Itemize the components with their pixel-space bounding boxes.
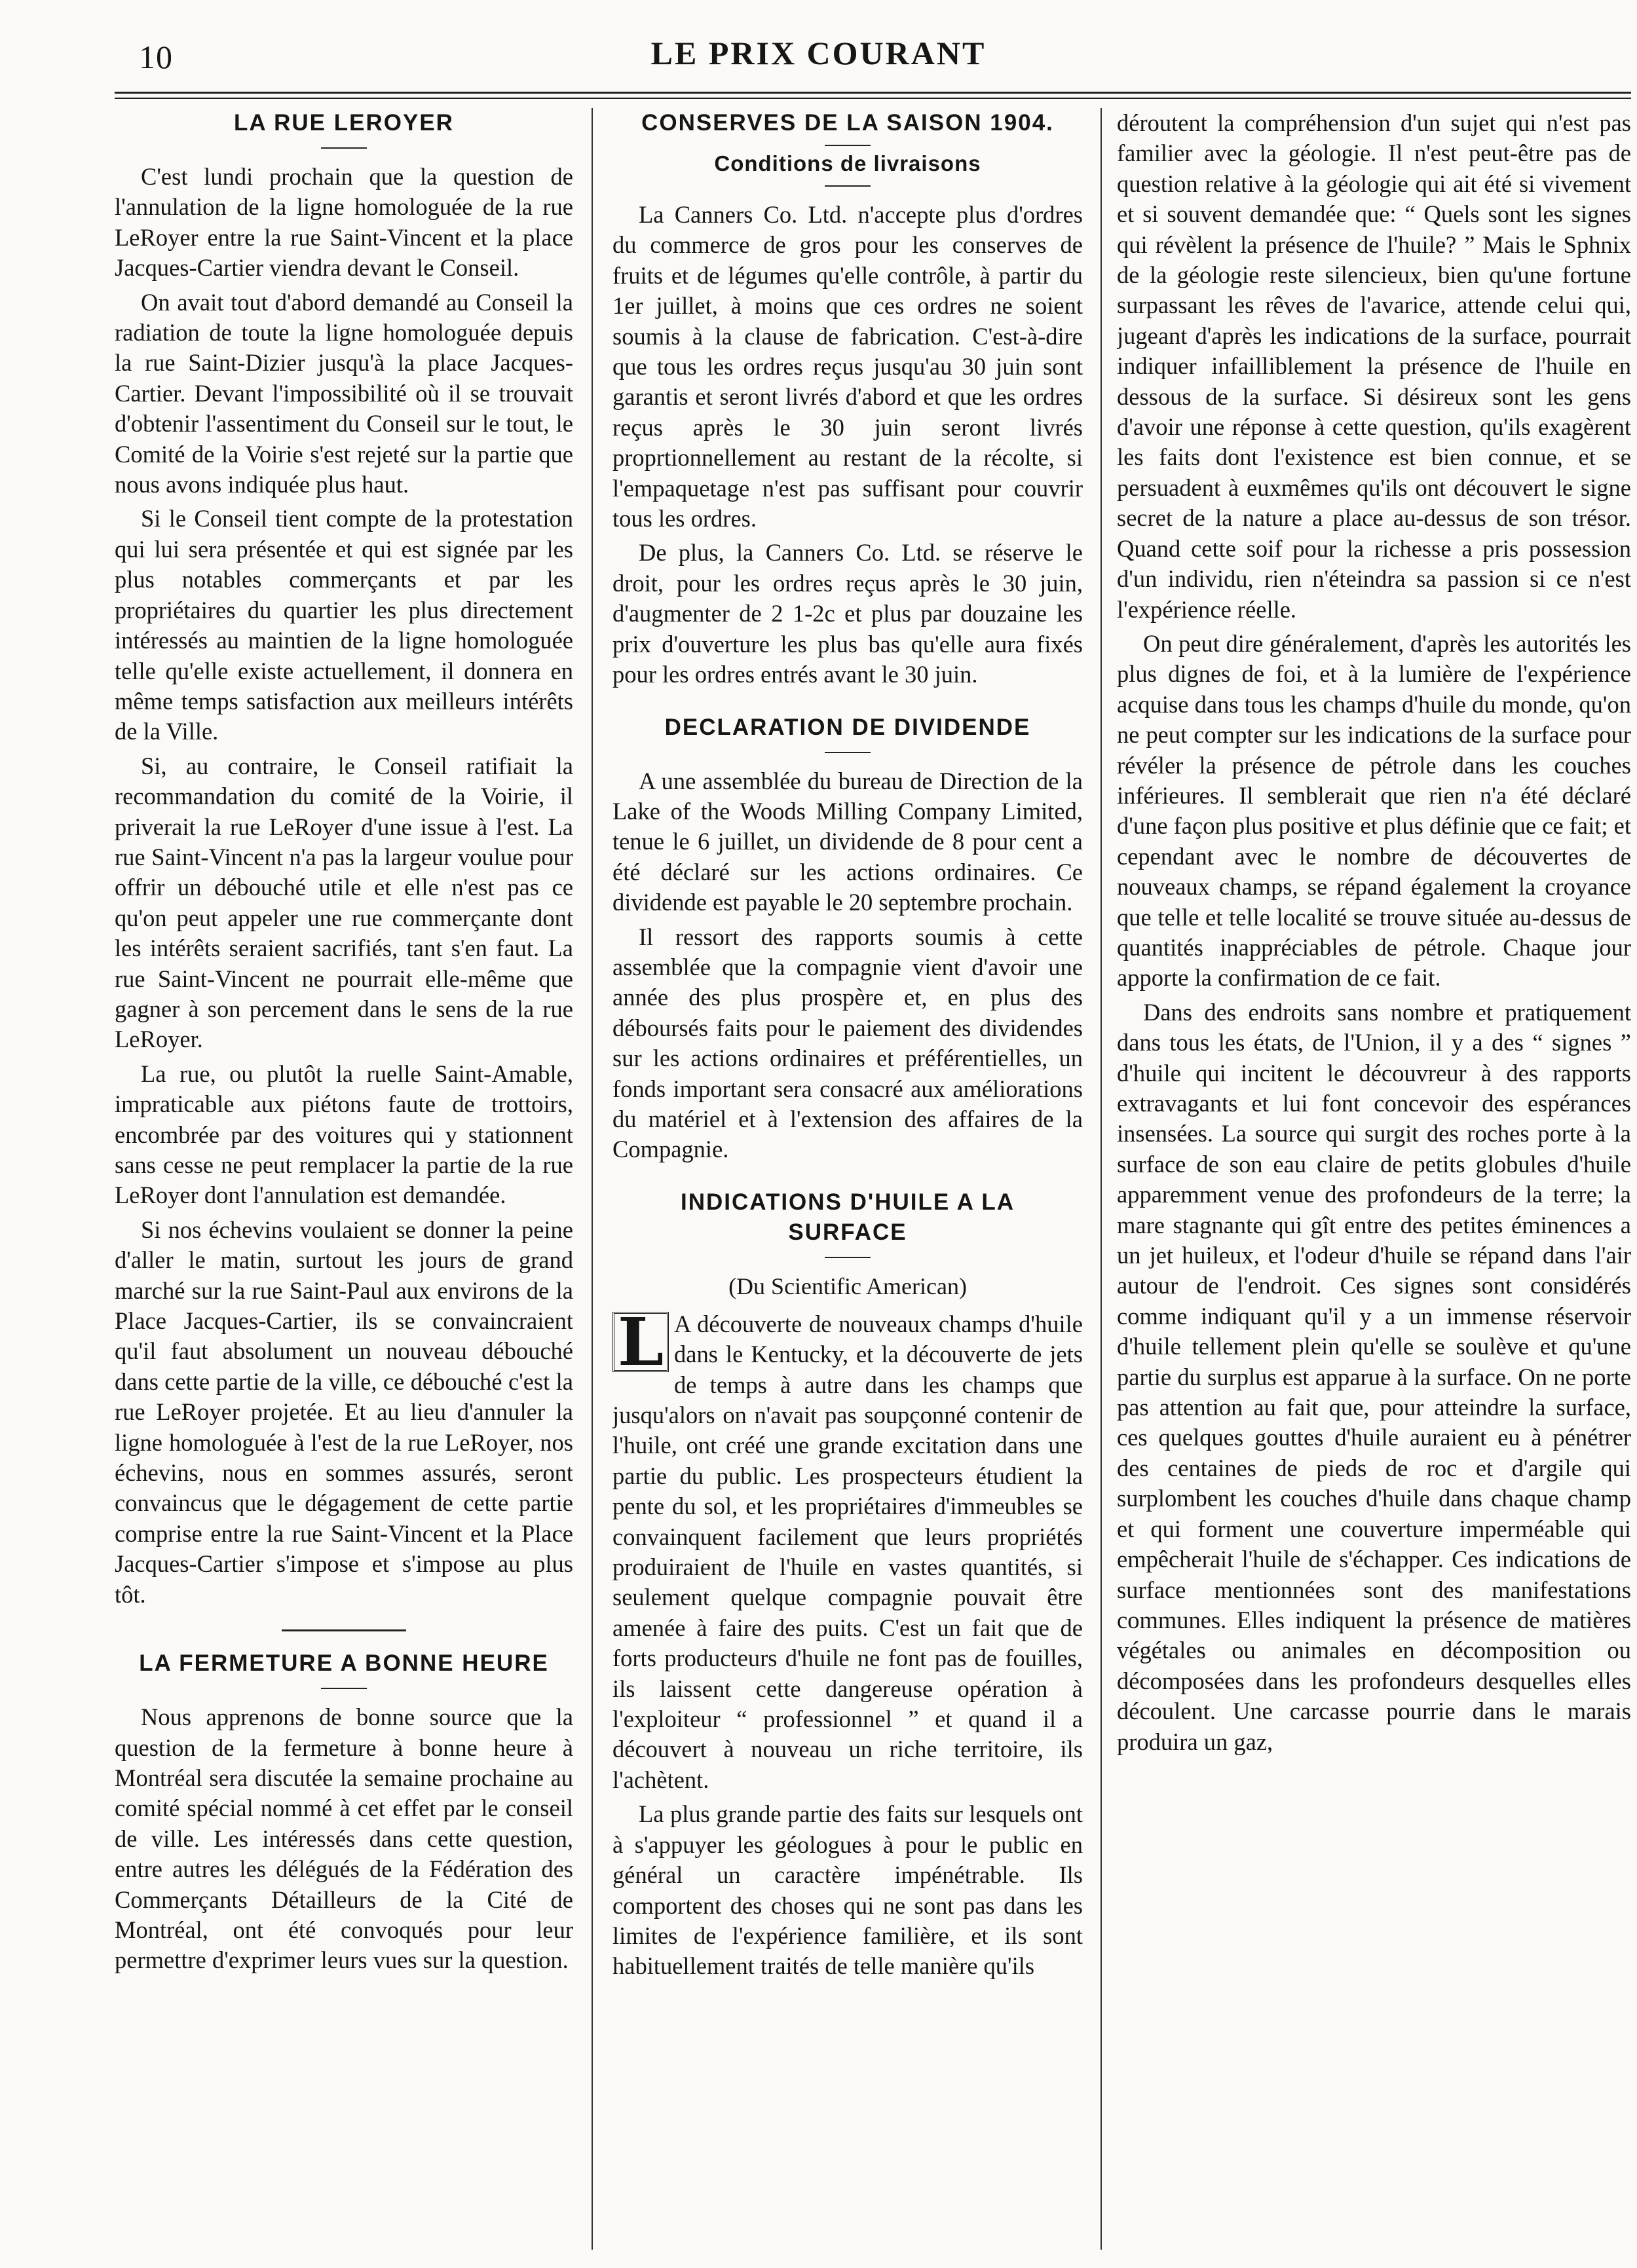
article-subtitle: Conditions de livraisons bbox=[714, 151, 981, 176]
title-rule bbox=[825, 145, 871, 146]
paragraph: Si le Conseil tient compte de la protestation qui lui sera présentée et qui est signée par les plus notables commerçants et par les propriétaires du quartier les plus directement intéressés au maintien de la ligne homologuée telle qu'elle existe actuellement, il donnera en même temps satisfaction aux meilleurs intérêts de la Ville. bbox=[115, 505, 573, 745]
article-title: LA FERMETURE A BONNE HEURE bbox=[139, 1650, 549, 1677]
article-title: LA RUE LEROYER bbox=[234, 110, 454, 136]
paragraph: On avait tout d'abord demandé au Conseil la radiation de toute la ligne homologuée depuis la rue Saint-Dizier jusqu'à la place Jacques-Cartier. Devant l'impossibilité où il se trouvait d'obtenir l'assentiment du Conseil sur le tout, le Comité de la Voirie s'est rejeté sur la partie que nous avons indiquée plus haut. bbox=[115, 288, 573, 498]
dropcap-letter: L bbox=[612, 1312, 669, 1372]
title-rule bbox=[825, 1257, 871, 1258]
header-rule bbox=[115, 92, 1631, 99]
paragraph bbox=[612, 1303, 1083, 1796]
title-rule bbox=[321, 147, 367, 149]
column-1 bbox=[115, 108, 573, 1980]
column-divider bbox=[592, 108, 593, 2250]
section-gap bbox=[612, 694, 1083, 713]
article-leroyer bbox=[115, 108, 573, 1610]
paragraph: De plus, la Canners Co. Ltd. se réserve le droit, pour les ordres reçus après le 30 juin, d'augmenter de 2 1-2c et plus par douzaine les prix d'ouverture les plus bas qu'elle aura fixés pour les ordres entrés avant le 30 juin. bbox=[612, 539, 1083, 688]
section-gap bbox=[612, 1169, 1083, 1187]
paragraph: La rue, ou plutôt la ruelle Saint-Amable, impraticable aux piétons faute de trottoirs, encombrée par des voitures qui y stationnent sans cesse ne peut remplacer la partie de la rue LeRoyer dont l'annulation est demandée. bbox=[115, 1060, 573, 1209]
column-divider bbox=[1101, 108, 1102, 2250]
paragraph: La Canners Co. Ltd. n'accepte plus d'ordres du commerce de gros pour les conserves de fruits et de légumes qu'elle contrôle, à partir du 1er juillet, à moins que ces ordres ne soient soumis à la clause de fabrication. C'est-à-dire que tous les ordres reçus jusqu'au 30 juin sont garantis et seront livrés d'abord et que les ordres reçus après le 30 juin seront livrés proprtionnellement au restant de la récolte, si l'empaquetage n'est pas suffisant pour couvrir tous les ordres. bbox=[612, 201, 1083, 532]
article-huile bbox=[612, 1187, 1083, 1982]
journal-title: LE PRIX COURANT bbox=[650, 35, 987, 71]
paragraph: Si, au contraire, le Conseil ratifiait la recommandation du comité de la Voirie, il priverait la rue LeRoyer d'une issue à l'est. La rue Saint-Vincent n'a pas la largeur voulue pour offrir un débouché utile et elle n'est pas ce qu'on peut appeler une rue commerçante dont les intérêts seraient sacrifiés, tant s'en faut. La rue Saint-Vincent ne pourrait elle-même que gagner à son percement dans le sens de la rue LeRoyer. bbox=[115, 752, 573, 1053]
title-rule bbox=[825, 185, 871, 187]
title-rule bbox=[321, 1688, 367, 1689]
paragraph: C'est lundi prochain que la question de l'annulation de la ligne homologuée de la rue LeRoyer entre la rue Saint-Vincent et la place Jacques-Cartier viendra devant le Conseil. bbox=[115, 163, 573, 282]
paragraph: On peut dire généralement, d'après les autorités les plus dignes de foi, et à la lumière de l'expérience acquise dans tous les champs d'huile du monde, qu'on ne peut compter sur les indications de la surface pour révéler la présence de pétrole dans les couches inférieures. Il semblerait que rien n'a été déclaré d'une façon plus positive et plus définie que ce fait; et cependant avec le nombre de découvertes de nouveaux champs, se répand également la croyance que telle et telle localité se trouve située au-dessus de quantités inappréciables de pétrole. Chaque jour apporte la confirmation de ce fait. bbox=[1117, 629, 1631, 992]
paragraph: Nous apprenons de bonne source que la question de la fermeture à bonne heure à Montréal sera discutée la semaine prochaine au comité spécial nommé à cet effet par le conseil de ville. Les intéressés dans cette question, entre autres les délégués de la Fédération des Commerçants Détailleurs de la Cité de Montréal, ont été convoqués pour leur permettre d'exprimer leurs vues sur la question. bbox=[115, 1703, 573, 1974]
article-title: INDICATIONS D'HUILE A LA SURFACE bbox=[680, 1189, 1015, 1245]
section-rule bbox=[282, 1629, 406, 1631]
article-title: CONSERVES DE LA SAISON 1904. bbox=[641, 110, 1054, 136]
paragraph: Il ressort des rapports soumis à cette assemblée que la compagnie vient d'avoir une année des plus prospère et, en plus des déboursés faits pour le paiement des dividendes sur les actions ordinaires et préférentielles, un fonds important sera consacré aux améliorations du matériel et à l'extension des affaires de la Compagnie. bbox=[612, 923, 1083, 1163]
column-2 bbox=[612, 108, 1083, 1986]
paragraph: Si nos échevins voulaient se donner la peine d'aller le matin, surtout les jours de grand marché sur la rue Saint-Paul aux environs de la Place Jacques-Cartier, ils se convaincraient qu'il faut absolument un nouveau débouché dans cette partie de la ville, ce débouché c'est la rue LeRoyer projetée. Et au lieu d'annuler la ligne homologuée à l'est de la rue LeRoyer, nos échevins, nous en sommes assurés, seront convaincus que le dégagement de cette partie comprise entre la rue Saint-Vincent et la Place Jacques-Cartier s'impose et s'impose au plus tôt. bbox=[115, 1216, 573, 1608]
article-fermeture bbox=[115, 1648, 573, 1976]
paragraph-continued: déroutent la compréhension d'un sujet qui n'est pas familier avec la géologie. Il n'est peut-être pas de question relative à la géologie qui ait été si vivement et si souvent demandée que: “ Quels sont les signes qui révèlent la présence de l'huile? ” Mais le Sphnix de la géologie reste silencieux, bien qu'une fortune surpassant les rêves de l'avarice, attende celui qui, jugeant d'après les indications de la surface, pourrait indiquer infailliblement la présence de l'huile en dessous de la surface. Si désireux sont les gens d'avoir une réponse à cette question, qu'ils exagèrent les faits dont l'existence est bien connue, et se persuadent à euxmêmes qu'ils ont découvert le signe secret de la nature a place au-dessus de son trésor. Quand cette soif pour la richesse a pris possession d'un individu, rien n'éteindra sa passion si ce n'est l'expérience réelle. bbox=[1117, 109, 1631, 623]
article-conserves bbox=[612, 108, 1083, 690]
paragraph: La plus grande partie des faits sur lesquels ont à s'appuyer les géologues à pour le public en général un caractère impénétrable. Ils comportent des choses qui ne sont pas dans les limites de l'expérience familière, et ils sont habituellement traités de telle manière qu'ils bbox=[612, 1800, 1083, 1980]
paragraph: A une assemblée du bureau de Direction de la Lake of the Woods Milling Company Limited, tenue le 6 juillet, un dividende de 8 pour cent a été déclaré sur les actions ordinaires. Ce dividende est payable le 20 septembre prochain. bbox=[612, 767, 1083, 916]
page-number: 10 bbox=[139, 39, 173, 75]
article-title: DECLARATION DE DIVIDENDE bbox=[664, 714, 1031, 740]
article-dividende bbox=[612, 713, 1083, 1165]
title-rule bbox=[825, 752, 871, 753]
paragraph: Dans des endroits sans nombre et pratiquement dans tous les états, de l'Union, il y a des “ signes ” d'huile qui incitent le découvreur à des rapports extravagants et lui font concevoir des espérances insensées. La source qui surgit des roches porte à la surface de son eau claire de petits globules d'huile apparemment venue des profondeurs de la terre; la mare stagnante qui gît entre des petites éminences a un jet huileux, et l'odeur d'huile se répand dans l'air autour de l'endroit. Ces signes sont considérés comme indiquant qu'il y a un immense réservoir d'huile tellement plein qu'elle se soulève et qu'une partie du surplus est apparue à la surface. On ne porte pas attention au fait que, pour atteindre la surface, ces quelques gouttes d'huile auraient eu à pénétrer des centaines de pieds de roc et d'argile qui surplombent les couches d'huile dans chaque champ et qui forment une couverture imperméable qui empêcherait l'huile de s'échapper. Ces indications de surface mentionnées sont des manifestations communes. Elles indiquent la présence de matières végétales ou animales en décomposition ou décomposées dans les profondeurs desquelles elles découlent. Une carcasse pourrie dans le marais produira un gaz, bbox=[1117, 998, 1631, 1755]
paragraph-text: A découverte de nouveaux champs d'huile dans le Kentucky, et la découverte de jets de temps à autre dans les champs que jusqu'alors on n'avait pas soupçonné contenir de l'huile, ont créé une grande excitation dans une partie du public. Les prospecteurs étudient la pente du sol, et les propriétaires d'immeubles se convainquent facilement que leurs propriétés produiraient de l'huile en vastes quantités, si seulement quelque compagnie pouvait être amenée à faire des puits. C'est un fait que de forts producteurs d'huile ne font pas de fouilles, ils laissent cette dangereuse opération à l'exploiteur “ professionnel ” et quand il a découvert à nouveau un riche territoire, ils l'achètent. bbox=[612, 1310, 1083, 1793]
column-3 bbox=[1117, 108, 1631, 1761]
article-source: (Du Scientific American) bbox=[728, 1273, 967, 1299]
